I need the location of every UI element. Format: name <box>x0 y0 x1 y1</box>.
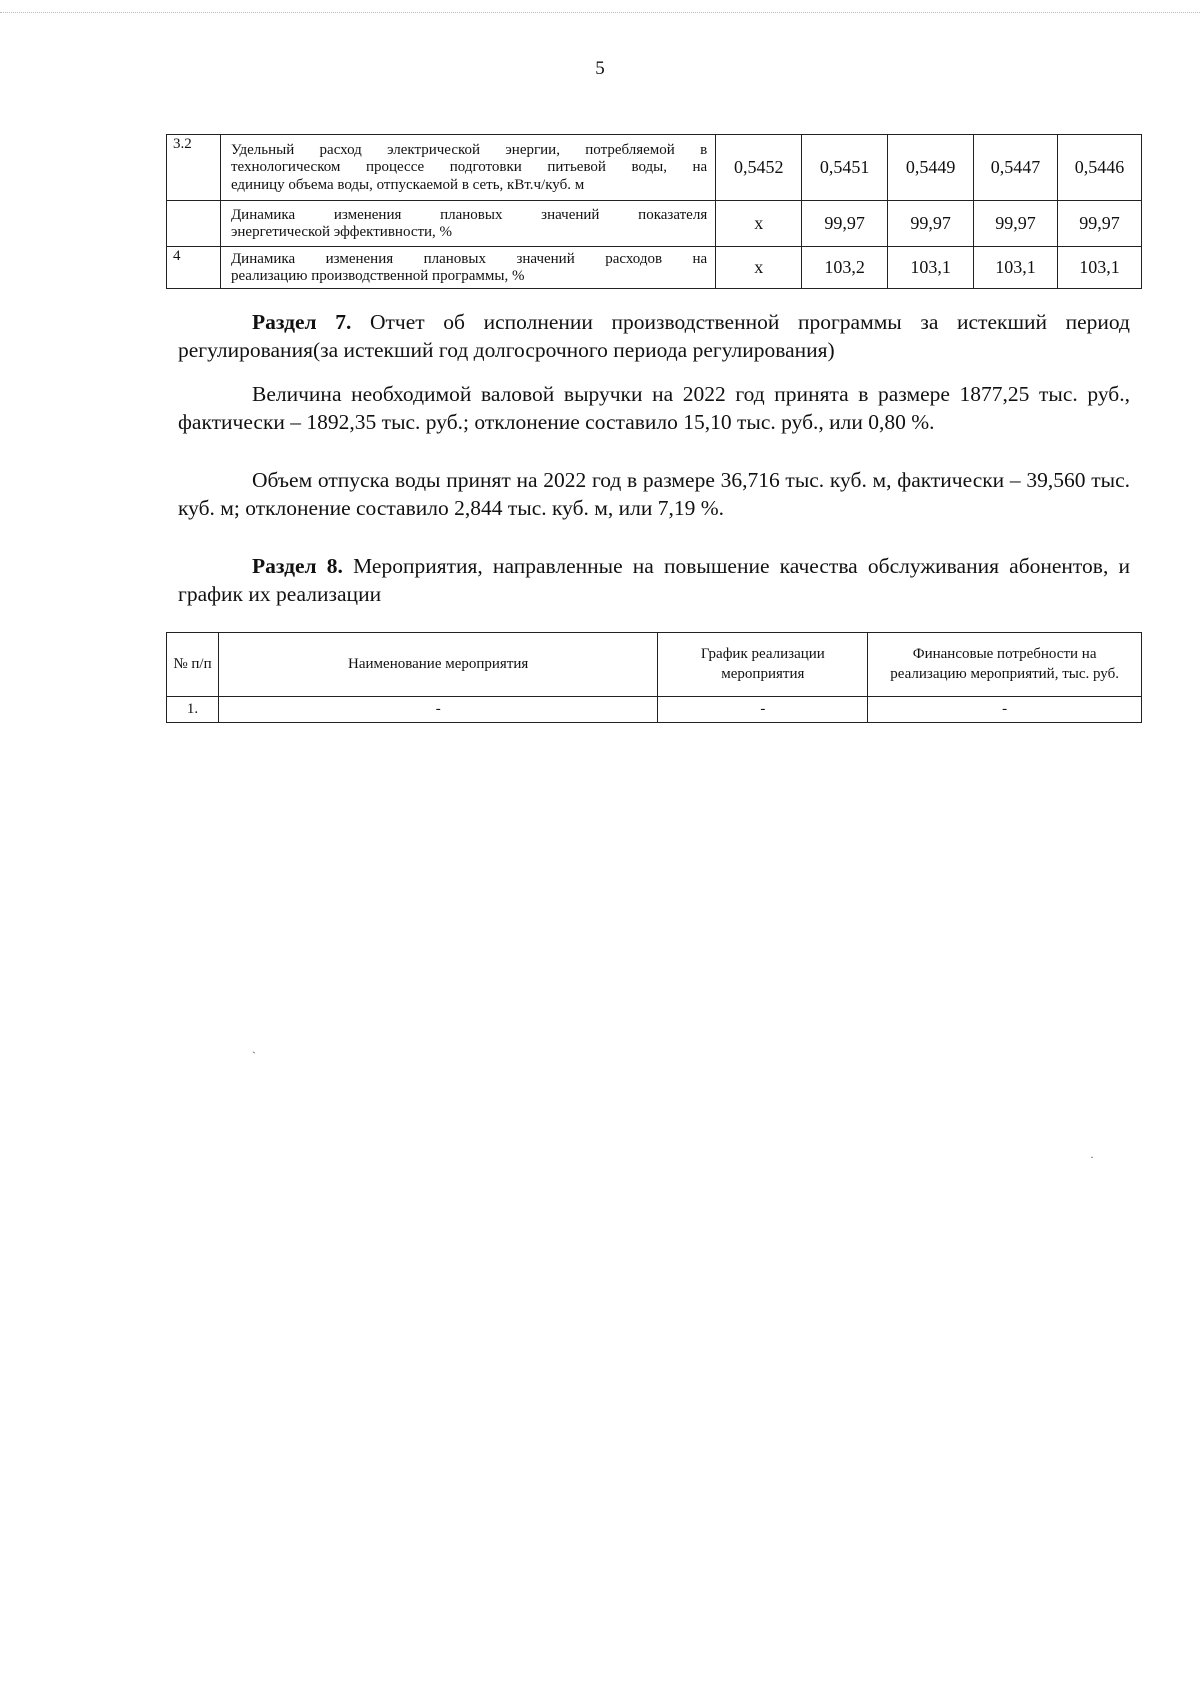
row-description <box>220 201 715 247</box>
table-row <box>167 201 1142 247</box>
scan-edge-line <box>0 12 1200 13</box>
section7-heading <box>178 308 1130 364</box>
scan-speck: ˏ <box>252 1040 256 1054</box>
section8-label: Раздел 8. <box>252 554 343 578</box>
header-number: № п/п <box>167 633 219 697</box>
cell-financial-needs: - <box>868 697 1142 723</box>
value-cell: 103,2 <box>802 247 888 289</box>
header-financial-needs: Финансовые потребности на реализацию мероприятий, тыс. руб. <box>868 633 1142 697</box>
value-cell: 0,5447 <box>974 135 1058 201</box>
scan-speck: · <box>1090 1150 1094 1164</box>
value-cell: 0,5446 <box>1057 135 1141 201</box>
section7-title: Отчет об исполнении производственной программы за истекший период регулирования(за истекший год долгосрочного периода регулирования) <box>178 310 1131 362</box>
section8-title: Мероприятия, направленные на повышение качества обслуживания абонентов, и график их реализации <box>178 554 1130 606</box>
header-measure-name: Наименование мероприятия <box>218 633 657 697</box>
row-code: 4 <box>167 247 221 289</box>
value-cell: 99,97 <box>1057 201 1141 247</box>
cell-schedule: - <box>658 697 868 723</box>
description-line: Динамика изменения плановых значений расходов на <box>230 250 708 267</box>
indicators-table <box>166 134 1142 289</box>
value-cell: x <box>716 247 802 289</box>
table-header-row <box>167 633 1142 697</box>
description-line: реализацию производственной программы, % <box>230 268 525 284</box>
description-line: Динамика изменения плановых значений показателя <box>230 206 708 223</box>
value-cell: 99,97 <box>974 201 1058 247</box>
header-schedule: График реализации мероприятия <box>658 633 868 697</box>
value-cell: 0,5451 <box>802 135 888 201</box>
row-code <box>167 201 221 247</box>
table-row <box>167 247 1142 289</box>
row-code: 3.2 <box>167 135 221 201</box>
value-cell: 99,97 <box>888 201 974 247</box>
page-number: 5 <box>595 58 605 79</box>
measures-table <box>166 632 1142 723</box>
section7-paragraph-revenue <box>178 380 1130 436</box>
row-description <box>220 247 715 289</box>
row-description <box>220 135 715 201</box>
section7-paragraph-volume <box>178 466 1130 522</box>
value-cell: 99,97 <box>802 201 888 247</box>
table-row <box>167 697 1142 723</box>
description-line: энергетической эффективности, % <box>230 224 453 240</box>
description-line: Удельный расход электрической энергии, потребляемой в <box>230 142 708 159</box>
value-cell: 103,1 <box>888 247 974 289</box>
volume-text: Объем отпуска воды принят на 2022 год в размере 36,716 тыс. куб. м, фактически – 39,560 тыс. куб. м; отклонение составило 2,844 тыс. куб. м, или 7,19 %. <box>178 468 1130 520</box>
cell-measure-name: - <box>218 697 657 723</box>
value-cell: 0,5449 <box>888 135 974 201</box>
table-row <box>167 135 1142 201</box>
cell-number: 1. <box>167 697 219 723</box>
value-cell: 0,5452 <box>716 135 802 201</box>
value-cell: x <box>716 201 802 247</box>
section7-label: Раздел 7. <box>252 310 352 334</box>
description-line: единицу объема воды, отпускаемой в сеть, кВт.ч/куб. м <box>230 176 585 193</box>
description-line: технологическом процессе подготовки питьевой воды, на <box>230 159 708 176</box>
value-cell: 103,1 <box>974 247 1058 289</box>
revenue-text: Величина необходимой валовой выручки на 2022 год принята в размере 1877,25 тыс. руб., фактически – 1892,35 тыс. руб.; отклонение составило 15,10 тыс. руб., или 0,80 %. <box>178 382 1130 434</box>
section8-heading <box>178 552 1130 608</box>
value-cell: 103,1 <box>1057 247 1141 289</box>
